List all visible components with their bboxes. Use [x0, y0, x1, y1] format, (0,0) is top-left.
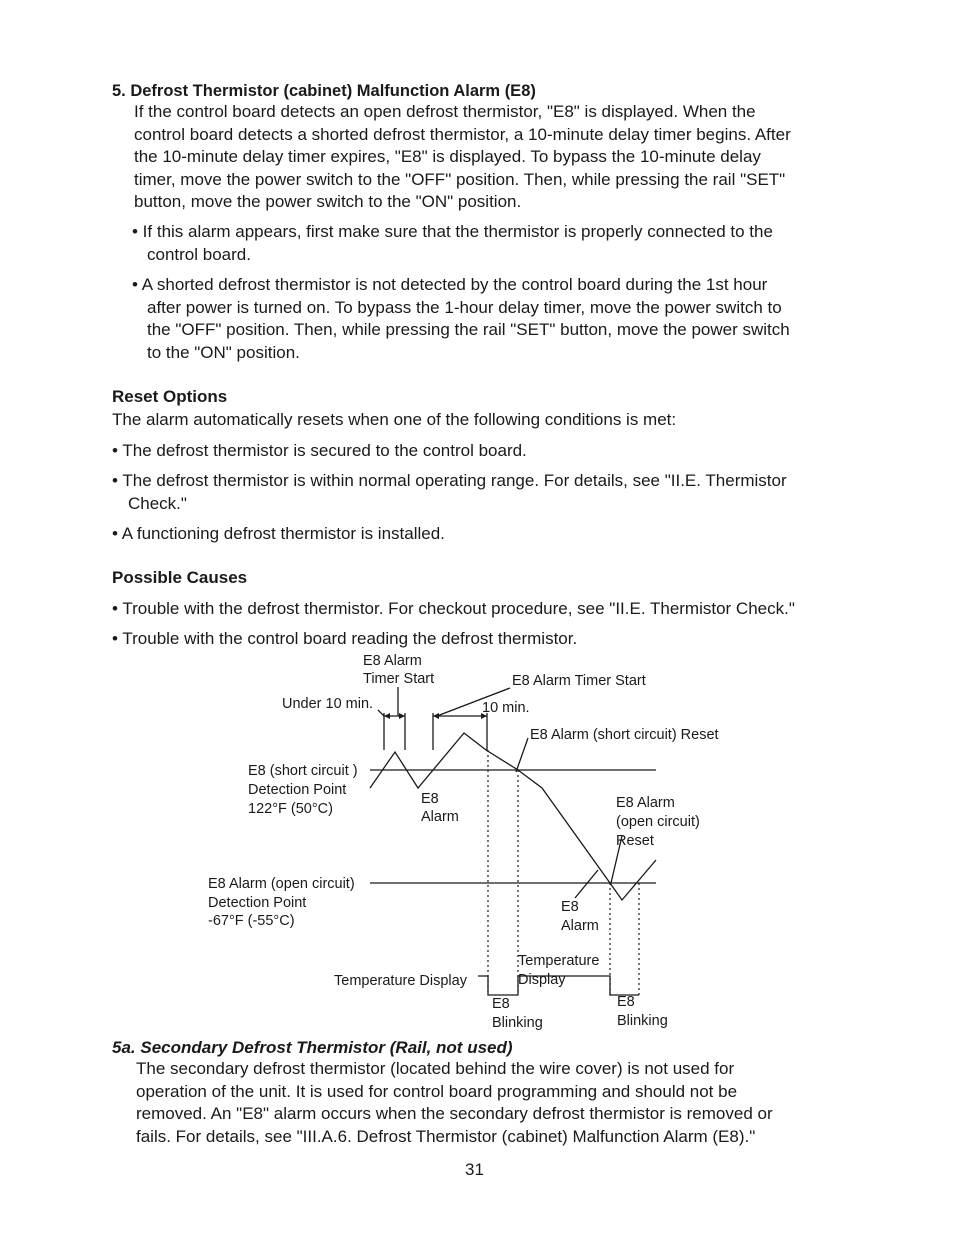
bullet-line: Check." [128, 493, 187, 513]
short-detect-label: 122°F (50°C) [248, 801, 333, 817]
pointer-line [378, 710, 384, 716]
e8-alarm-label-2: E8 [561, 899, 579, 915]
timer-start-label-2: E8 Alarm Timer Start [512, 673, 646, 689]
under-10-label: Under 10 min. [282, 696, 374, 712]
bullet-line: • If this alarm appears, first make sure that the thermistor is properly connected to the [132, 222, 773, 241]
blink-label-1: Blinking [492, 1015, 543, 1031]
open-reset-label: (open circuit) [616, 814, 700, 830]
section-5a-heading: 5a. Secondary Defrost Thermistor (Rail, not used) [112, 1038, 513, 1057]
ten-min-label: 10 min. [482, 700, 530, 716]
bullet-line: • A shorted defrost thermistor is not detected by the control board during the 1st hour [132, 275, 768, 294]
reset-bullet-1: • The defrost thermistor is secured to the control board. [112, 441, 527, 460]
body-line: removed. An "E8" alarm occurs when the secondary defrost thermistor is removed or [136, 1104, 773, 1124]
blink-label-2: Blinking [617, 1013, 668, 1029]
short-detect-label: Detection Point [248, 782, 347, 798]
open-reset-label: Reset [616, 833, 654, 849]
bullet-line: • The defrost thermistor is within normal operating range. For details, see "II.E. Thermistor [112, 471, 787, 490]
temp-display-label-2: Temperature [518, 953, 600, 969]
blink-label-1: E8 [492, 996, 510, 1012]
bullet-line: the "OFF" position. Then, while pressing the rail "SET" button, move the power switch [147, 320, 790, 340]
body-line: The secondary defrost thermistor (located behind the wire cover) is not used for [136, 1059, 735, 1078]
body-line: timer, move the power switch to the "OFF" position. Then, while pressing the rail "SET" [134, 169, 786, 189]
bullet-line: after power is turned on. To bypass the 1-hour delay timer, move the power switch to [147, 297, 782, 317]
body-line: the 10-minute delay timer expires, "E8" is displayed. To bypass the 10-minute delay [134, 147, 761, 167]
open-detect-label: E8 Alarm (open circuit) [208, 876, 355, 892]
arrowhead [384, 713, 390, 719]
short-reset-label: E8 Alarm (short circuit) Reset [530, 727, 719, 743]
e8-alarm-label-1: E8 [421, 791, 439, 807]
section-5-heading: 5. Defrost Thermistor (cabinet) Malfunction Alarm (E8) [112, 82, 536, 100]
bullet-line: control board. [147, 244, 251, 264]
e8-alarm-label-1: Alarm [421, 809, 459, 825]
causes-bullet-2: • Trouble with the control board reading the defrost thermistor. [112, 629, 578, 648]
page-number: 31 [465, 1160, 484, 1179]
short-detect-label: E8 (short circuit ) [248, 763, 358, 779]
open-detect-label: -67°F (-55°C) [208, 913, 295, 929]
reset-options-heading: Reset Options [112, 387, 228, 406]
bullet-line: to the "ON" position. [147, 342, 300, 362]
e8-alarm-label-2: Alarm [561, 918, 599, 934]
temp-display-label-1: Temperature Display [334, 973, 467, 989]
pointer-line [575, 870, 598, 898]
arrowhead [433, 713, 439, 719]
possible-causes-heading: Possible Causes [112, 568, 248, 587]
reset-options-intro: The alarm automatically resets when one of the following conditions is met: [112, 410, 677, 429]
body-line: operation of the unit. It is used for control board programming and should not be [136, 1081, 738, 1101]
body-line: If the control board detects an open defrost thermistor, "E8" is displayed. When the [134, 102, 756, 121]
open-detect-label: Detection Point [208, 895, 307, 911]
temp-display-label-2: Display [518, 972, 566, 988]
causes-bullet-1: • Trouble with the defrost thermistor. For checkout procedure, see "II.E. Thermistor Check." [112, 599, 795, 618]
blink-label-2: E8 [617, 994, 635, 1010]
body-line: button, move the power switch to the "ON" position. [134, 192, 522, 212]
timer-start-label-1: E8 Alarm [363, 653, 422, 669]
timer-start-label-1: Timer Start [363, 671, 435, 687]
body-line: fails. For details, see "III.A.6. Defrost Thermistor (cabinet) Malfunction Alarm (E8)." [136, 1126, 756, 1146]
body-line: control board detects a shorted defrost thermistor, a 10-minute delay timer begins. After [134, 124, 791, 144]
section-5a-body [136, 1058, 773, 1148]
pointer-line [516, 738, 528, 772]
arrowhead [399, 713, 405, 719]
reset-bullet-3: • A functioning defrost thermistor is installed. [112, 524, 445, 543]
open-reset-label: E8 Alarm [616, 795, 675, 811]
